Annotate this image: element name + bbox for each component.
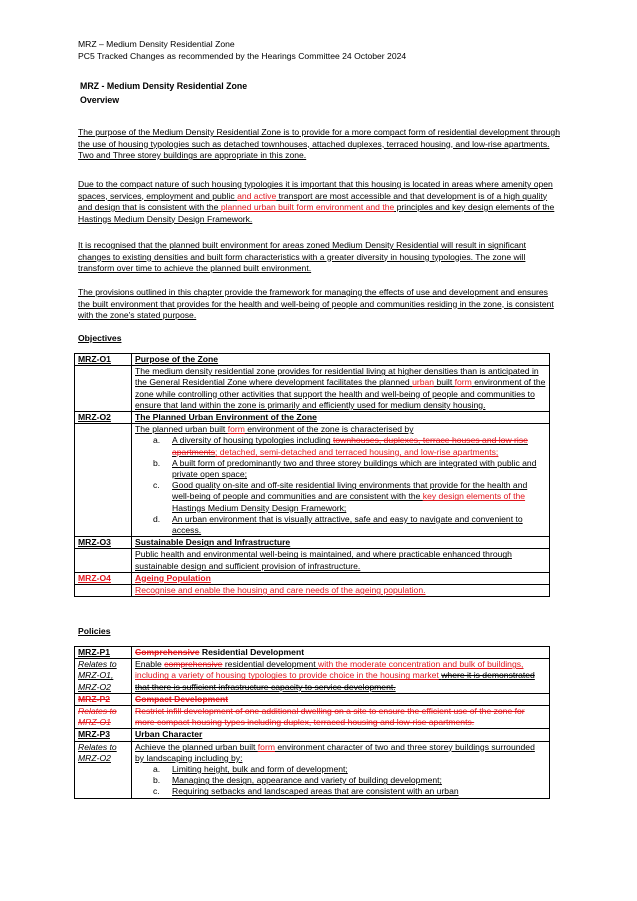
policy-row-p2-body	[75, 706, 550, 729]
objective-row-o3-body	[75, 549, 550, 572]
p2-insertion-1: and active	[237, 190, 277, 201]
policy-row-p3-title	[75, 729, 550, 741]
policies-table	[74, 646, 550, 799]
p2-text-c: principles and key design elements of the Hastings Medium Density Design Framework.	[78, 202, 555, 224]
policy-title: Compact Development	[132, 693, 550, 705]
policy-text: Enable comprehensive residential development with the moderate concentration and bulk of buildings, including a variety of housing typologies to provide choice in the housing market where it is demonstrated that there is sufficient infrastructure capacity to service development.	[132, 659, 550, 694]
policy-list	[135, 764, 546, 798]
objectives-table	[74, 353, 550, 597]
objective-text: The planned urban built form environment of the zone is characterised by a. A diversity of housing typologies including townhouses, duplexes, terrace houses and low rise apartments; detached, semi-detached and terraced housing, and low-rise apartments; b. A built form of predominantly two and three storey buildings which are integrated with public and private open space; c. Good quality on-site and off-site residential living environments that provide for the health and well-being of people and communities and are consistent with the key design elements of the Hastings Medium Density Design Framework; d. An urban environment that is visually attractive, safe and easy to navigate and convenient to access.	[132, 424, 550, 537]
objective-code: MRZ-O1	[75, 354, 132, 366]
list-item: c. Requiring setbacks and landscaped areas that are consistent with an urban	[153, 786, 459, 797]
list-item: c. Good quality on-site and off-site residential living environments that provide for the health and well-being of people and communities and are consistent with the key design elements of the Hastings Medium Density Design Framework;	[153, 480, 528, 513]
policy-relates: Relates to MRZ-O1	[75, 706, 132, 729]
objective-text: Recognise and enable the housing and care needs of the ageing population.	[132, 585, 550, 597]
policy-code: MRZ-P2	[75, 693, 132, 705]
objective-title: Ageing Population	[132, 572, 550, 584]
list-item: b. Managing the design, appearance and variety of building development;	[153, 775, 442, 786]
policy-code: MRZ-P3	[75, 729, 132, 741]
policy-code: MRZ-P1	[75, 647, 132, 659]
policies-heading: Policies	[78, 626, 111, 636]
list-item: a. Limiting height, bulk and form of development;	[153, 764, 348, 775]
objective-list	[135, 435, 546, 536]
p2-text-b: transport are most accessible and that development is of a high quality and design that is consistent with the	[78, 190, 548, 212]
objective-row-o3-title	[75, 537, 550, 549]
overview-paragraph-1: The purpose of the Medium Density Residential Zone is to provide for a more compact form of residential development through the use of housing typologies such as detached townhouses, attached duplexes, terraced housing, and low-rise apartments. Two and Three storey buildings are appropriate in this zone.	[78, 127, 560, 160]
list-item: b. A built form of predominantly two and three storey buildings which are integrated with public and private open space;	[153, 457, 537, 480]
p2-text-a: Due to the compact nature of such housing typologies it is important that this housing is located in areas where amenity open spaces, services, employment and public	[78, 179, 553, 201]
objective-row-o1-body	[75, 366, 550, 412]
policy-title: Urban Character	[132, 729, 550, 741]
objective-row-o1-title	[75, 354, 550, 366]
objective-text: Public health and environmental well-being is maintained, and where practicable enhanced through sustainable design and sufficient provision of infrastructure.	[132, 549, 550, 572]
chapter-title	[80, 79, 247, 107]
policy-relates: Relates to MRZ-O2	[75, 741, 132, 798]
objective-title: The Planned Urban Environment of the Zone	[132, 412, 550, 424]
objectives-heading: Objectives	[78, 333, 122, 343]
policy-row-p1-body	[75, 659, 550, 694]
p2-insertion-2: planned urban built form environment and the	[220, 202, 395, 212]
objective-text: The medium density residential zone provides for residential living at higher densities than is anticipated in the General Residential Zone where development facilitates the planned urban built form environment of the zone while controlling other activities that support the health and well-being of people and communities to ensure that land within the zone is primarily and efficiently used for medium density housing.	[132, 366, 550, 412]
objective-code: MRZ-O2	[75, 412, 132, 424]
policy-title: Comprehensive Residential Development	[132, 647, 550, 659]
objective-row-o4-title	[75, 572, 550, 584]
policy-row-p3-body	[75, 741, 550, 798]
policy-text: Achieve the planned urban built form environment character of two and three storey buildings surrounded by landscaping including by: a. Limiting height, bulk and form of development; b. Managing the design, appearance and variety of building development; c. Requiring setbacks and landscaped areas that are consistent with an urban	[132, 741, 550, 798]
overview-heading: Overview	[80, 95, 120, 105]
overview-paragraph-2	[78, 179, 560, 225]
objective-row-o2-title	[75, 412, 550, 424]
page-header	[78, 39, 578, 62]
objective-title: Purpose of the Zone	[132, 354, 550, 366]
policy-row-p2-title	[75, 693, 550, 705]
list-item: a. A diversity of housing typologies including townhouses, duplexes, terrace houses and low rise apartments; detached, semi-detached and terraced housing, and low-rise apartments;	[153, 435, 528, 457]
policy-text: Restrict infill development of one additional dwelling on a site to ensure the efficient use of the zone for more compact housing types including duplex, terraced housing and low-rise apartments.	[132, 706, 550, 729]
objective-title: Sustainable Design and Infrastructure	[132, 537, 550, 549]
list-item: d. An urban environment that is visually attractive, safe and easy to navigate and convenient to access.	[153, 513, 523, 536]
policy-relates: Relates to MRZ-O1, MRZ-O2	[75, 659, 132, 694]
objective-code: MRZ-O3	[75, 537, 132, 549]
objective-row-o4-body	[75, 585, 550, 597]
chapter-heading: MRZ - Medium Density Residential Zone	[80, 81, 248, 91]
policy-row-p1-title	[75, 647, 550, 659]
overview-paragraph-4: The provisions outlined in this chapter provide the framework for managing the effects of use and development and ensures the built environment that provides for the health and well-being of people and communities residing in the zone, is consistent with the zone's stated purpose.	[78, 287, 554, 320]
objective-code: MRZ-O4	[75, 572, 132, 584]
overview-paragraph-3: It is recognised that the planned built environment for areas zoned Medium Density Residential will result in significant changes to existing densities and built form characteristics with a greater diversity in housing typologies. The zone will transform over time to achieve the planned built environment.	[78, 240, 527, 273]
header-line-2: PC5 Tracked Changes as recommended by the Hearings Committee 24 October 2024	[78, 50, 407, 61]
header-line-1: MRZ – Medium Density Residential Zone	[78, 39, 235, 49]
objective-row-o2-body	[75, 424, 550, 537]
